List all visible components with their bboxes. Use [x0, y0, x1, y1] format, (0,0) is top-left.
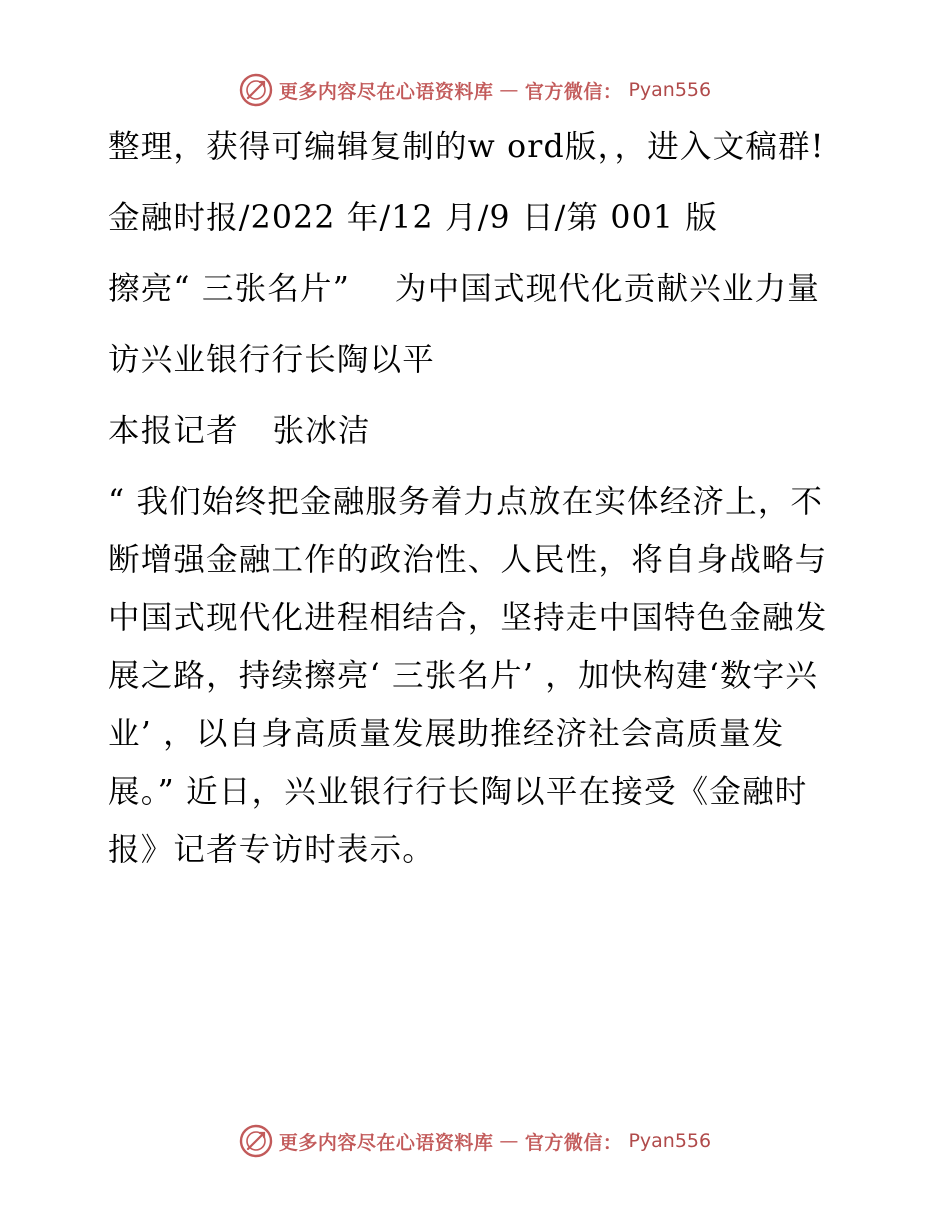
seal-logo-icon — [239, 73, 273, 107]
watermark-text: 更多内容尽在心语资料库 — [278, 1131, 494, 1154]
watermark-account: Pyan556 — [628, 1130, 712, 1152]
watermark-account: Pyan556 — [628, 79, 712, 101]
body-paragraph: “ 我们始终把金融服务着力点放在实体经济上，不断增强金融工作的政治性、人民性，将自身战略与中国式现代化进程相结合，坚持走中国特色金融发展之路，持续擦亮‘ 三张名片’ ，加快构建‘数字兴业’ ，以自身高质量发展助推经济社会高质量发展。” 近日，兴业银行行长陶以平在接受《金融时报》记者专访时表示。 — [108, 484, 828, 868]
seal-logo-icon — [239, 1124, 273, 1158]
article-body — [96, 118, 836, 879]
intro-paragraph: 整理，获得可编辑复制的w ord版，，进入文稿群! — [108, 129, 825, 165]
source-line: 金融时报/2022 年/12 月/9 日/第 001 版 — [108, 200, 719, 236]
headline: 擦亮“ 三张名片” 为中国式现代化贡献兴业力量 — [108, 271, 820, 307]
subheadline: 访兴业银行行长陶以平 — [108, 342, 436, 378]
watermark-footer — [0, 1121, 950, 1161]
watermark-wechat-label: 官方微信： — [524, 1131, 623, 1154]
watermark-separator: — — [499, 79, 519, 101]
watermark-separator: — — [499, 1130, 519, 1152]
watermark-text: 更多内容尽在心语资料库 — [278, 80, 494, 103]
watermark-wechat-label: 官方微信： — [524, 80, 623, 103]
byline: 本报记者 张冰洁 — [108, 413, 371, 449]
watermark-header — [0, 70, 950, 110]
